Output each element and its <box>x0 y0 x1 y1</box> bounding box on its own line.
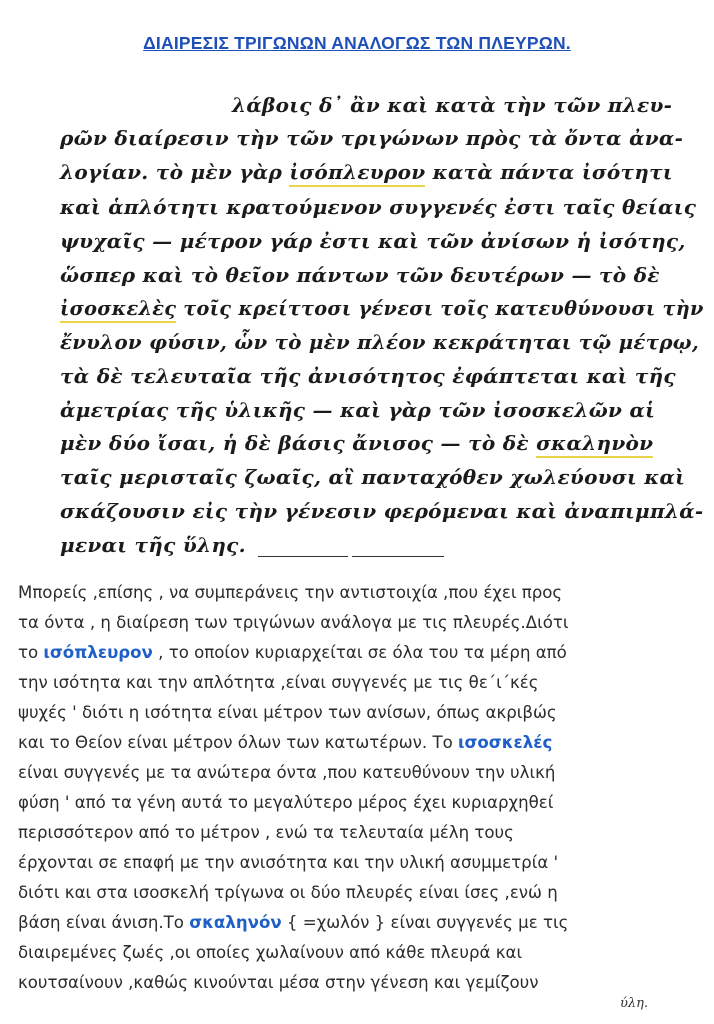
translation-line <box>18 643 567 662</box>
keyword-isopleuron: ισόπλευρον <box>43 643 153 662</box>
greek-line: ὥσπερ καὶ τὸ θεῖον πάντων τῶν δευτέρων — τὸ δὲ <box>60 263 660 287</box>
translation-line <box>18 913 568 932</box>
translation-line: τα όντα , η διαίρεση των τριγώνων ανάλογα με τις πλευρές.Διότι <box>18 613 569 632</box>
keyword-skalenon: σκαληνόν <box>189 913 282 932</box>
greek-line: ἔνυλον φύσιν, ὧν τὸ μὲν πλέον κεκράτηται τῷ μέτρῳ, <box>60 330 700 354</box>
translation-line: διότι και στα ισοσκελή τρίγωνα οι δύο πλευρές είναι ίσες ,ενώ η <box>18 883 558 902</box>
divider-rule <box>258 556 348 557</box>
translation-fragment: το <box>18 643 44 662</box>
translation-fragment: και το Θείον είναι μέτρον όλων των κατωτέρων. Το <box>18 733 459 752</box>
greek-line <box>60 431 653 455</box>
translation-line: ψυχές ' διότι η ισότητα είναι μέτρον των ανίσων, όπως ακριβώς <box>18 703 557 722</box>
greek-line: ρῶν διαίρεσιν τὴν τῶν τριγώνων πρὸς τὰ ὄντα ἀνα- <box>60 126 684 150</box>
translation-line: Μπορείς ,επίσης , να συμπεράνεις την αντιστοιχία ,που έχει προς <box>18 583 563 602</box>
greek-line: τὰ δὲ τελευταῖα τῆς ἀνισότητος ἐφάπτεται καὶ τῆς <box>60 364 676 388</box>
greek-line <box>60 297 704 320</box>
translation-fragment: βάση είναι άνιση.Το <box>18 913 190 932</box>
translation-line: την ισότητα και την απλότητα ,είναι συγγενές με τις θε΄ι΄κές <box>18 673 539 692</box>
greek-line: καὶ ἁπλότητι κρατούμενον συγγενές ἐστι ταῖς θείαις <box>60 195 697 219</box>
handwritten-note: ύλη. <box>620 996 649 1011</box>
translation-fragment: { =χωλόν } είναι συγγενές με τις <box>281 913 569 932</box>
greek-fragment: κατὰ πάντα ἰσότητι <box>425 160 673 184</box>
greek-fragment: λογίαν. τὸ μὲν γὰρ <box>60 160 290 184</box>
translation-line: κουτσαίνουν ,καθώς κινούνται μέσα στην γένεση και γεμίζουν <box>18 973 539 992</box>
translation-line: είναι συγγενές με τα ανώτερα όντα ,που κατευθύνουν την υλική <box>18 763 556 782</box>
greek-fragment: μὲν δύο ἴσαι, ἡ δὲ βάσις ἄνισος — τὸ δὲ <box>60 431 537 455</box>
translation-line: διαιρεμένες ζωές ,οι οποίες χωλαίνουν από κάθε πλευρά και <box>18 943 523 962</box>
translation-line: έρχονται σε επαφή με την ανισότητα και την υλική ασυμμετρία ' <box>18 853 559 872</box>
highlight-skalenon: σκαληνὸν <box>536 431 653 458</box>
greek-line <box>60 160 673 184</box>
greek-fragment: τοῖς κρείττοσι γένεσι τοῖς κατευθύνουσι τὴν <box>176 297 704 320</box>
greek-line: σκάζουσιν εἰς τὴν γένεσιν φερόμεναι καὶ ἀναπιμπλά- <box>60 499 704 523</box>
greek-line: λάβοις δ᾽ ἂν καὶ κατὰ τὴν τῶν πλευ- <box>232 93 673 117</box>
keyword-isoskeles: ισοσκελές <box>458 733 553 752</box>
translation-line: περισσότερον από το μέτρον , ενώ τα τελευταία μέλη τους <box>18 823 514 842</box>
greek-line: ἀμετρίας τῆς ὑλικῆς — καὶ γὰρ τῶν ἰσοσκελῶν αἱ <box>60 398 656 422</box>
highlight-isoskeles: ἰσοσκελὲς <box>60 297 176 323</box>
greek-line: μεναι τῆς ὕλης. <box>60 533 246 557</box>
highlight-isopleuron: ἰσόπλευρον <box>289 160 425 187</box>
greek-line: ψυχαῖς — μέτρον γάρ ἐστι καὶ τῶν ἀνίσων ἡ ἰσότης, <box>60 229 686 253</box>
translation-fragment: , το οποίον κυριαρχείται σε όλα του τα μέρη από <box>152 643 567 662</box>
translation-line <box>18 733 552 752</box>
greek-line: ταῖς μερισταῖς ζωαῖς, αἳ πανταχόθεν χωλεύουσι καὶ <box>60 465 686 489</box>
page-title: ΔΙΑΙΡΕΣΙΣ ΤΡΙΓΩΝΩΝ ΑΝΑΛΟΓΩΣ ΤΩΝ ΠΛΕΥΡΩΝ. <box>143 33 571 53</box>
divider-rule <box>352 556 444 557</box>
translation-line: φύση ' από τα γένη αυτά το μεγαλύτερο μέρος έχει κυριαρχηθεί <box>18 793 554 812</box>
